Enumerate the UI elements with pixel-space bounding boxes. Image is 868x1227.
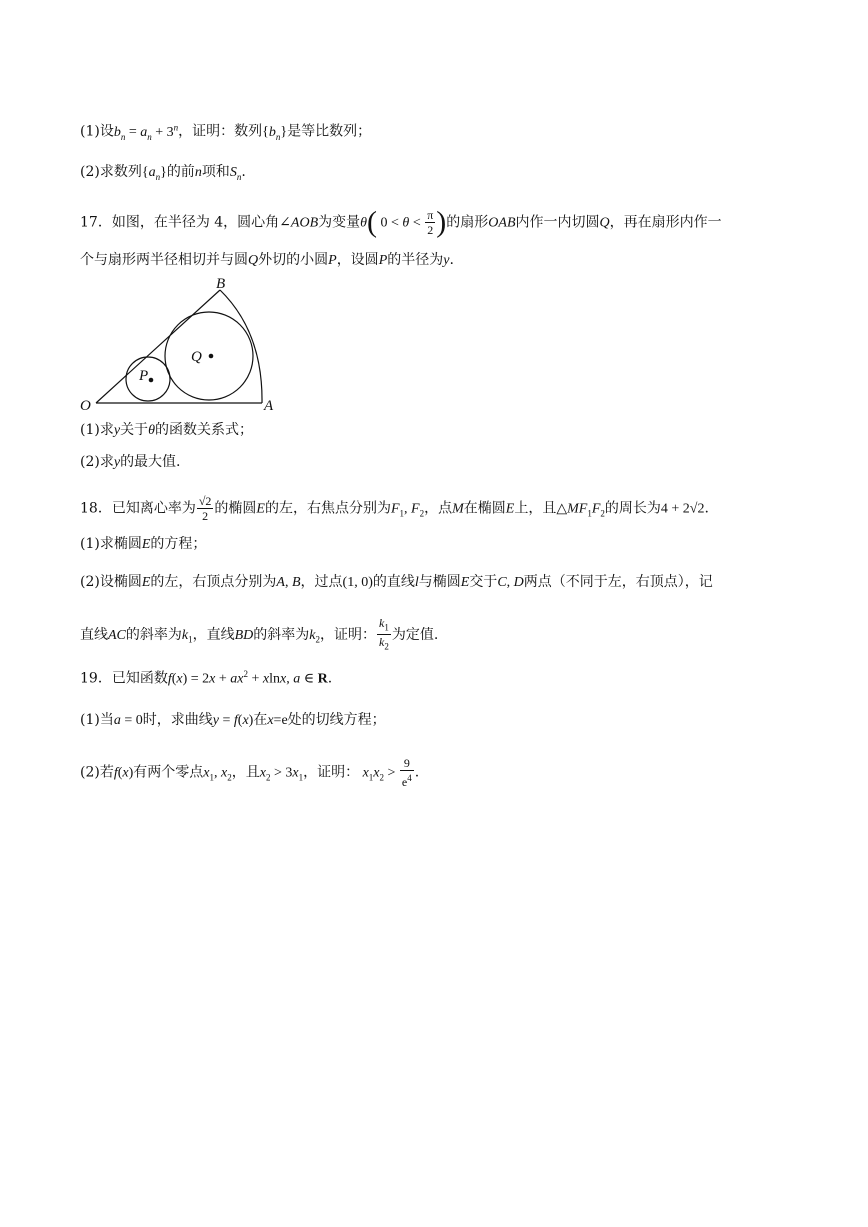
q16-part1: (1)设$b_n = a_n + 3^n$，证明：数列$\{b_n\}$是等比数列；	[80, 122, 372, 142]
text: 上，且	[514, 500, 557, 517]
text: ，证明：数列	[178, 123, 263, 140]
radius-ob	[96, 290, 220, 403]
text: 的斜率为	[125, 626, 182, 643]
text: 处的切线方程；	[287, 712, 386, 728]
label-q: Q	[191, 349, 202, 365]
q18-stem: 18．已知离心率为 $\frac{√2}{2}$ 的椭圆E的左，右焦点分别为$F_1$, $F_2$，点M在椭圆E上，且$\triangle MF_1F_2$的周长为4 + 2√2.	[80, 494, 709, 523]
text: (2)若	[80, 764, 114, 781]
text: (2)设椭圆	[80, 574, 142, 590]
text: ，证明：	[303, 764, 360, 781]
q17-part1: (1)求y关于θ的函数关系式；	[80, 422, 253, 438]
text: (1)求	[80, 422, 114, 438]
q17-stem-line1: 17．如图，在半径为 4，圆心角∠AOB为变量θ( 0 < θ < $\frac{\pi}{2}$ )的扇形OAB内作一内切圆Q，再在扇形内作一	[80, 205, 722, 239]
q17-part2: (2)求y的最大值.	[80, 454, 181, 470]
sector-figure	[78, 272, 288, 412]
text: 为定值.	[391, 626, 439, 643]
q19-part2: (2)若f(x)有两个零点$x_1$, $x_2$，且$x_2 > 3x_1$，证明： $x_1x_2$ > $\frac{9}{e^4}$ .	[80, 756, 420, 789]
text: (1)求椭圆	[80, 536, 142, 552]
text: ，点	[424, 500, 453, 517]
text: 的斜率为	[253, 626, 310, 643]
q17-stem-line2: 个与扇形两半径相切并与圆Q外切的小圆P，设圆P的半径为y.	[80, 252, 454, 268]
text: 的左，右顶点分别为	[150, 574, 277, 590]
math-n: n	[194, 165, 202, 180]
text: 与椭圆	[418, 574, 461, 590]
math-bn: $b_n$	[113, 124, 126, 142]
math-angle: ∠AOB	[279, 215, 319, 231]
text: ，过点	[300, 574, 343, 590]
q19-stem: 19．已知函数$f(x) = 2x + ax^2 + xlnx$, a ∈ R.	[80, 669, 333, 687]
text: 为变量	[318, 214, 361, 231]
text: 的前	[166, 164, 195, 180]
text: 直线	[80, 626, 108, 643]
text: 外切的小圆	[258, 252, 329, 268]
text: (1)设	[80, 123, 114, 140]
text: ，再在扇形内作一	[609, 214, 722, 231]
text: 18．已知离心率为	[80, 500, 196, 517]
text: ，直线	[192, 626, 235, 643]
text: 时，求曲线	[142, 712, 213, 728]
text: (1)当	[80, 712, 114, 728]
text: (2)求数列	[80, 164, 142, 180]
text: 是等比数列；	[287, 123, 372, 140]
text: 关于	[120, 422, 149, 438]
text: 个与扇形两半径相切并与圆	[80, 252, 248, 268]
q18-part1: (1)求椭圆E的方程；	[80, 536, 207, 552]
q19-part1: (1)当a = 0时，求曲线y = f(x)在x=e处的切线方程；	[80, 712, 386, 728]
text: ，且	[231, 764, 260, 781]
text: 的方程；	[150, 536, 207, 552]
text: ，证明：	[320, 626, 376, 643]
center-q	[209, 354, 214, 359]
text: 项和	[201, 164, 230, 180]
q18-part2-line1: (2)设椭圆E的左，右顶点分别为A, B，过点(1, 0)的直线l与椭圆E交于C, D两点（不同于左，右顶点），记	[80, 574, 713, 590]
text: 17．如图，在半径为 4，圆心角	[80, 214, 280, 231]
text: 的椭圆	[214, 500, 257, 517]
text: ，设圆	[336, 252, 379, 268]
label-p: P	[139, 368, 149, 384]
text: 两点（不同于左，右顶点），记	[523, 574, 713, 590]
text: 在	[253, 712, 268, 728]
text: 内作一内切圆	[515, 214, 600, 231]
text: 的最大值.	[120, 454, 181, 470]
text: 有两个零点	[133, 764, 204, 781]
text: 的左，右焦点分别为	[264, 500, 391, 517]
text: 的函数关系式；	[154, 422, 253, 438]
label-o: O	[80, 398, 91, 412]
label-b: B	[216, 276, 226, 292]
q18-part2-line2: 直线AC的斜率为$k_1$，直线BD的斜率为$k_2$，证明： $\frac{k_1}{k_2}$ 为定值.	[80, 616, 439, 652]
center-p	[149, 378, 154, 383]
label-a: A	[264, 398, 274, 412]
text: 的周长为	[604, 500, 661, 517]
text: 19．已知函数	[80, 670, 168, 687]
math-oab: OAB	[488, 215, 516, 231]
text: 的半径为	[387, 252, 444, 268]
text: 的扇形	[446, 214, 489, 231]
text: 在椭圆	[463, 500, 506, 517]
q16-part2: (2)求数列$\{a_n\}$的前n项和$S_n$.	[80, 164, 246, 182]
text: (2)求	[80, 454, 114, 470]
text: 交于	[469, 574, 498, 590]
text: 的直线	[372, 574, 415, 590]
